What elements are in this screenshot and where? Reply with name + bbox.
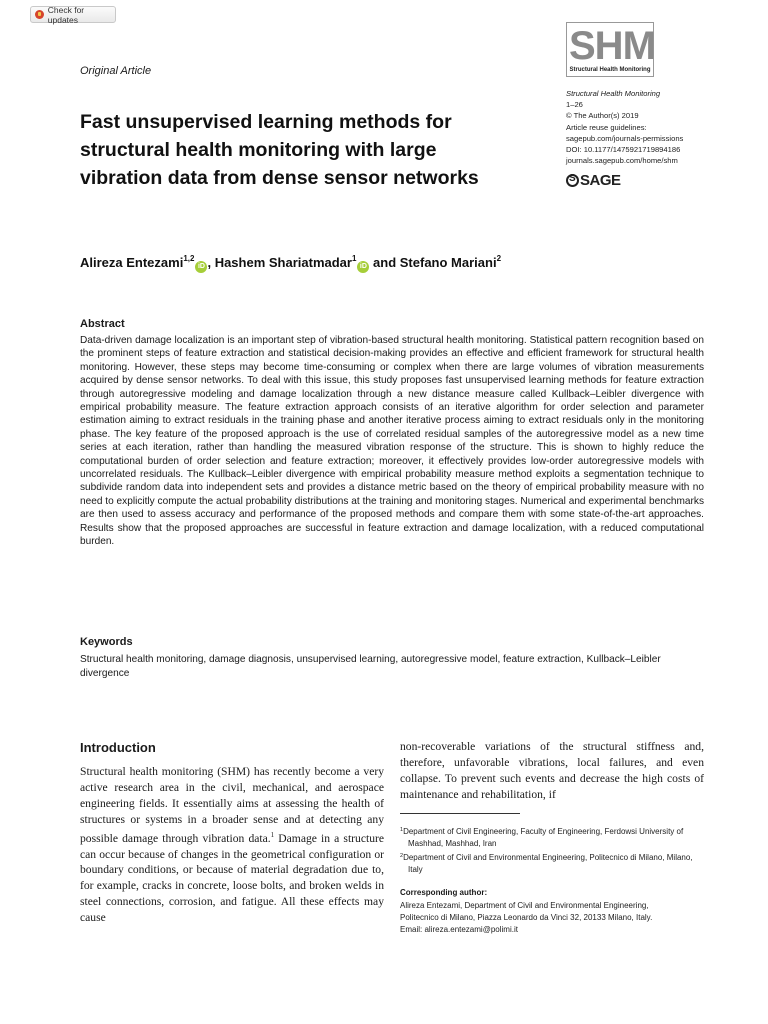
journal-home-link[interactable]: journals.sagepub.com/home/shm: [566, 156, 678, 166]
corresponding-line: Alireza Entezami, Department of Civil and Environmental Engineering,: [400, 901, 649, 910]
orcid-icon[interactable]: iD: [357, 261, 369, 273]
update-badge-icon: [35, 10, 44, 19]
intro-text-part-1: Structural health monitoring (SHM) has recently become a very active research area in the civil, mechanical, and aerospace engineering fields. It essentially aims at assessing the health of structures or systems in a broader sense and at detecting any possible damage through vibration data.: [80, 765, 384, 845]
affiliation-text: Department of Civil and Environmental Engineering, Politecnico di Milano, Milano, Italy: [403, 853, 693, 874]
affiliation-mark: 2: [400, 853, 404, 859]
keywords-heading: Keywords: [80, 636, 133, 648]
abstract-heading: Abstract: [80, 318, 125, 330]
journal-name: Structural Health Monitoring: [566, 89, 661, 98]
corresponding-author-heading: Corresponding author:: [400, 888, 488, 897]
reuse-label: Article reuse guidelines:: [566, 122, 647, 132]
corresponding-author-details: [400, 900, 700, 936]
journal-logo-subtitle: Structural Health Monitoring: [569, 67, 651, 73]
keywords-text: Structural health monitoring, damage diagnosis, unsupervised learning, autoregressive model, feature extraction, Kullback–Leibler divergence: [80, 654, 661, 679]
check-for-updates-button[interactable]: [30, 6, 116, 23]
author-name[interactable]: Alireza Entezami: [80, 255, 184, 270]
corresponding-line: Politecnico di Milano, Piazza Leonardo da Vinci 32, 20133 Milano, Italy.: [400, 913, 653, 922]
affiliation-item: [400, 824, 700, 850]
introduction-column-2: non-recoverable variations of the structural stiffness and, therefore, unfavorable vibrations, local failures, and even collapse. To prevent such events and decrease the high costs of maintenance and rehabilitation, if: [400, 740, 704, 801]
author-list: [80, 254, 501, 273]
author-name[interactable]: Hashem Shariatmadar: [214, 255, 352, 270]
copyright: © The Author(s) 2019: [566, 111, 639, 121]
introduction-column-1: [80, 764, 384, 926]
author-separator: and: [369, 255, 400, 270]
paper-title: Fast unsupervised learning methods for structural health monitoring with large vibration data from dense sensor networks: [80, 111, 479, 189]
affiliations: [400, 824, 700, 876]
author-affiliation-mark: 1,2: [183, 254, 195, 263]
sage-circle-icon: [566, 174, 579, 187]
affiliation-item: [400, 850, 700, 876]
author-separator: ,: [207, 255, 215, 270]
footnote-divider: [400, 813, 520, 814]
journal-logo-text: SHM: [569, 24, 655, 68]
author-name[interactable]: Stefano Mariani: [399, 255, 497, 270]
publisher-logo: [566, 172, 621, 189]
doi-link[interactable]: DOI: 10.1177/1475921719894186: [566, 145, 681, 155]
publisher-name: SAGE: [580, 172, 621, 189]
article-type: Original Article: [80, 65, 152, 77]
affiliation-text: Department of Civil Engineering, Faculty of Engineering, Ferdowsi University of Mashhad, Mashhad, Iran: [403, 827, 684, 848]
permissions-link[interactable]: sagepub.com/journals-permissions: [566, 133, 684, 143]
corresponding-email[interactable]: Email: alireza.entezami@polimi.it: [400, 925, 518, 934]
affiliation-mark: 1: [400, 827, 404, 833]
intro-text-part-2: Damage in a structure can occur because of changes in the geometrical configuration or boundary conditions, or because of material degradation due to, for example, cracks in concrete, loose bolts, and broken welds in steel connections, corrosion, and fatigue. All these effects may cause: [80, 831, 384, 925]
citation-ref[interactable]: 1: [270, 830, 275, 839]
check-for-updates-label: Check for updates: [47, 4, 85, 25]
abstract-text: Data-driven damage localization is an important step of vibration-based structural health monitoring. Statistical pattern recognition based on the prominent steps of feature extraction and statistical decision-making provides an effective and efficient framework for structural health monitoring. However, these steps may become time-consuming or complex when there are large volumes of vibration measurements acquired by dense sensor networks. To deal with this issue, this study proposes fast unsupervised learning methods for feature extraction through autoregressive modeling and damage localization through a new distance measure called Kullback–Leibler divergence with empirical probability measure. The feature extraction approach consists of an iterative algorithm for order selection and parameter estimation aiming to extract residuals in the training phase and another iterative process aiming to extract residuals only in the monitoring phase. The key feature of the proposed approach is the use of correlated residual samples of the autoregressive model as a new time series at each iteration, rather than handling the measured vibration response of the structure. This is shown to highly reduce the computational burden of order selection and feature extraction; moreover, it effectively provides low-order autoregressive models with uncorrelated residuals. The Kullback–Leibler divergence with empirical probability measure method exploits a segmentation technique to subdivide random data into independent sets and provides a distance metric based on the theory of empirical probability measure with no need to explicitly compute the actual probability distributions at the training and monitoring stages. Numerical and experimental benchmarks are then used to assess accuracy and performance of the proposed methods and compare them with some state-of-the-art approaches. Results show that the proposed approaches are successful in feature extraction and damage localization, with a reduced computational burden.: [80, 335, 704, 548]
author-affiliation-mark: 2: [496, 254, 502, 263]
orcid-icon[interactable]: iD: [195, 261, 207, 273]
page-range: 1–26: [566, 100, 583, 110]
author-affiliation-mark: 1: [351, 254, 357, 263]
introduction-heading: Introduction: [80, 740, 156, 755]
journal-info: [566, 88, 683, 166]
